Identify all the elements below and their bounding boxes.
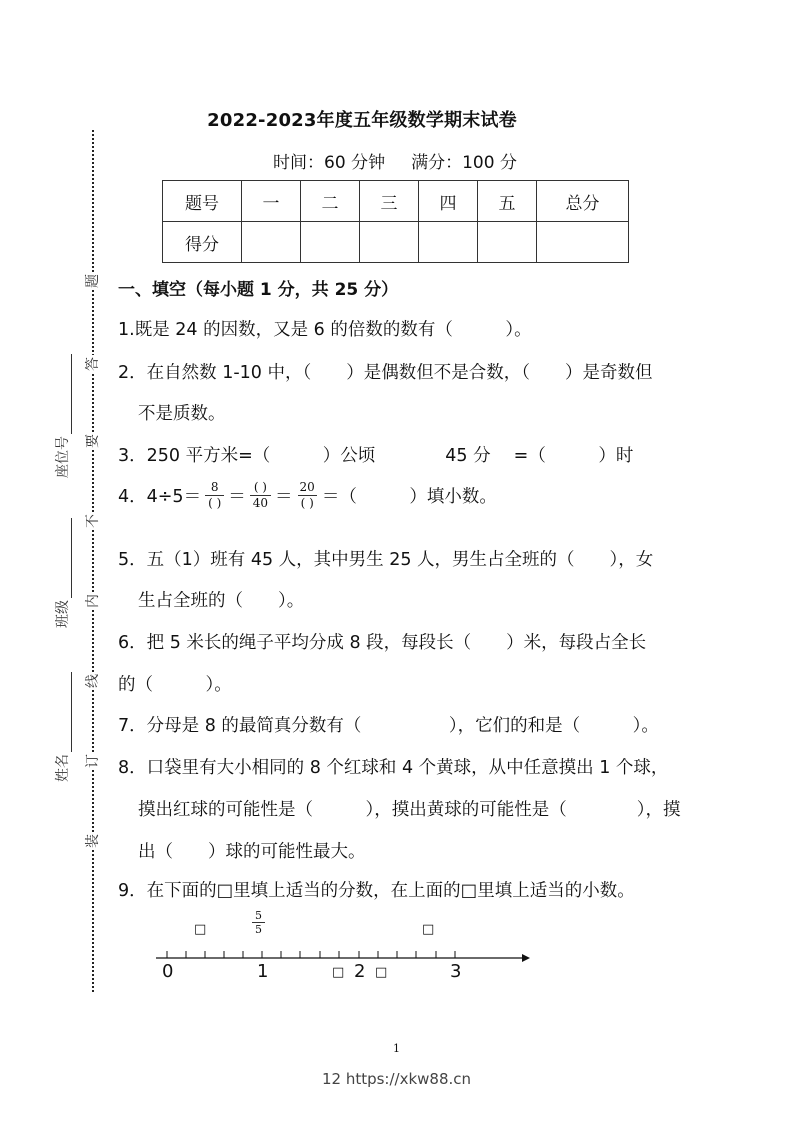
binding-char: 答	[85, 357, 101, 371]
answer-box-below[interactable]: □	[375, 965, 388, 980]
name-blank[interactable]	[57, 672, 72, 752]
binding-char: 不	[85, 514, 101, 528]
question-4	[118, 480, 497, 511]
fraction: $\frac{20}{( )}$	[299, 480, 315, 510]
name-field[interactable]	[52, 672, 72, 782]
question-1: 1.既是 24 的因数，又是 6 的倍数的数有（ ）。	[118, 320, 532, 340]
score-input-cell[interactable]	[242, 222, 301, 263]
question-2: 2．在自然数 1-10 中，（ ）是偶数但不是合数，（ ）是奇数但	[118, 363, 653, 383]
class-label: 班级	[55, 600, 71, 628]
number-line-label: 0	[162, 961, 174, 982]
seat-number-blank[interactable]	[57, 354, 72, 434]
equals-sign: ＝	[275, 487, 293, 507]
score-input-cell[interactable]	[360, 222, 419, 263]
watermark-link[interactable]: 12 https://xkw88.cn	[321, 1070, 472, 1088]
q4-suffix: ＝（ ）填小数。	[321, 487, 497, 507]
score-table-cell: 得分	[163, 222, 242, 263]
section-heading: 一、填空（每小题 1 分，共 25 分）	[118, 280, 399, 300]
binding-char: 订	[85, 754, 101, 768]
equals-sign: ＝	[228, 487, 246, 507]
binding-char: 装	[85, 834, 101, 848]
binding-char: 题	[85, 274, 101, 288]
binding-char: 线	[85, 674, 101, 688]
score-table-cell: 一	[242, 181, 301, 222]
score-table-cell: 五	[478, 181, 537, 222]
score-table-cell: 二	[301, 181, 360, 222]
question-3: 3．250 平方米=（ ）公顷 45 分 =（ ）时	[118, 446, 634, 466]
score-table	[162, 180, 629, 263]
number-line-graphic	[150, 905, 540, 985]
number-line	[150, 905, 540, 985]
number-line-label: 3	[450, 961, 462, 982]
question-9: 9．在下面的□里填上适当的分数，在上面的□里填上适当的小数。	[118, 881, 635, 901]
binding-dotted-line	[92, 130, 94, 992]
time-limit: 时间：60 分钟	[273, 153, 386, 173]
score-input-cell[interactable]	[301, 222, 360, 263]
score-input-cell[interactable]	[419, 222, 478, 263]
seat-number-label: 座位号	[55, 436, 71, 478]
exam-title: 2022-2023年度五年级数学期末试卷	[207, 110, 517, 131]
fraction: $\frac{( )}{40}$	[250, 480, 271, 511]
binding-char: 内	[85, 594, 101, 608]
question-6-cont: 的（ ）。	[118, 675, 232, 695]
number-line-label: 2	[354, 961, 366, 982]
question-6: 6．把 5 米长的绳子平均分成 8 段，每段长（ ）米，每段占全长	[118, 633, 647, 653]
score-table-score-row	[163, 222, 629, 263]
score-input-cell[interactable]	[537, 222, 629, 263]
score-table-cell: 总分	[537, 181, 629, 222]
answer-box-above[interactable]: □	[422, 922, 435, 937]
question-7: 7．分母是 8 的最简真分数有（ ），它们的和是（ ）。	[118, 716, 659, 736]
full-score: 满分：100 分	[411, 153, 517, 173]
score-input-cell[interactable]	[478, 222, 537, 263]
answer-box-above[interactable]: □	[194, 922, 207, 937]
fraction: $\frac{8}{( )}$	[205, 480, 224, 511]
class-blank[interactable]	[57, 518, 72, 598]
question-2-cont: 不是质数。	[138, 404, 226, 424]
binding-char: 要	[85, 434, 101, 448]
question-8: 8．口袋里有大小相同的 8 个红球和 4 个黄球，从中任意摸出 1 个球，	[118, 758, 669, 778]
name-label: 姓名	[55, 754, 71, 782]
question-5-cont: 生占全班的（ ）。	[138, 591, 305, 611]
score-table-cell: 题号	[163, 181, 242, 222]
question-8-cont: 出（ ）球的可能性最大。	[138, 842, 366, 862]
score-table-cell: 四	[419, 181, 478, 222]
fraction-label-above: $\frac{5}{5}$	[252, 909, 265, 936]
class-field[interactable]	[52, 518, 72, 628]
score-table-cell: 三	[360, 181, 419, 222]
question-5: 5．五（1）班有 45 人，其中男生 25 人，男生占全班的（ ），女	[118, 550, 654, 570]
seat-number-field[interactable]	[52, 354, 72, 478]
question-8-cont: 摸出红球的可能性是（ ），摸出黄球的可能性是（ ），摸	[138, 800, 681, 820]
answer-box-below[interactable]: □	[332, 965, 345, 980]
page-number: 1	[393, 1042, 400, 1055]
number-line-label: 1	[257, 961, 269, 982]
q4-prefix: 4．4÷5＝	[118, 487, 202, 507]
exam-info	[0, 148, 790, 173]
score-table-header-row	[163, 181, 629, 222]
